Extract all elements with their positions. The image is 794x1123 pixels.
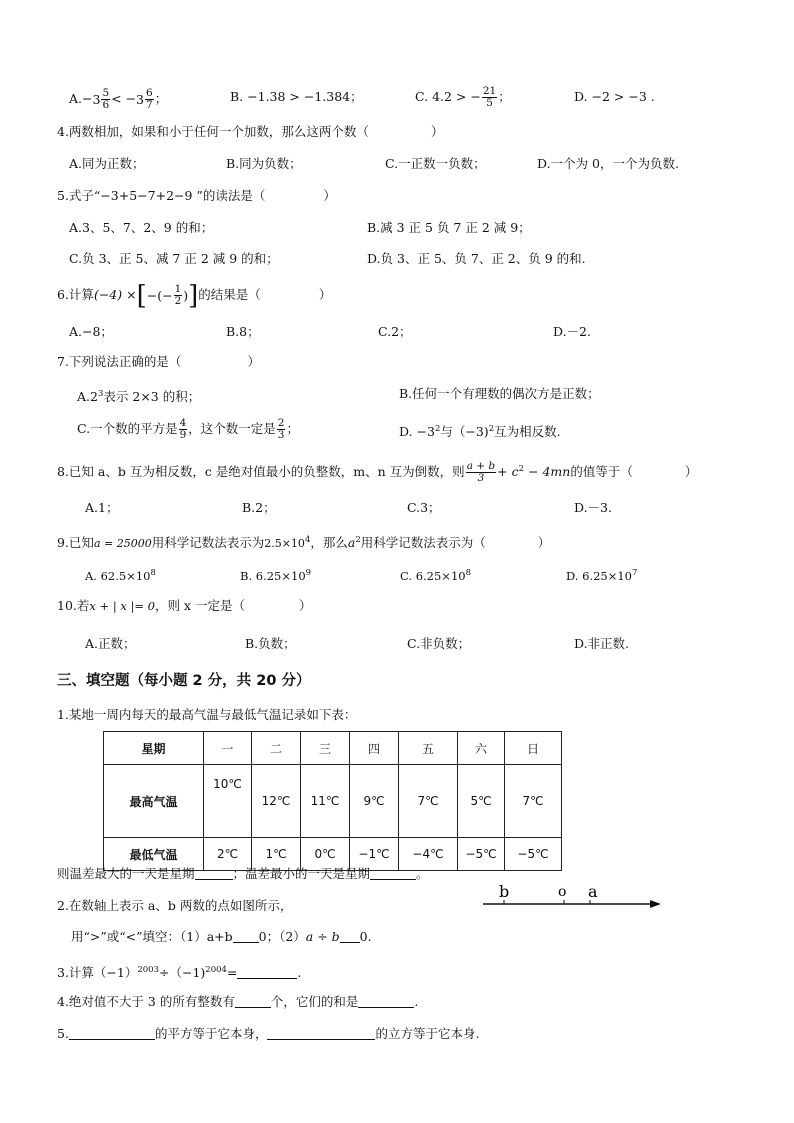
table-cell: 12℃ <box>252 765 301 838</box>
table-cell: 二 <box>252 732 301 765</box>
table-cell: −1℃ <box>350 838 399 871</box>
q8-option-c: C.3； <box>407 500 441 515</box>
q7-option-c: C.一个数的平方是 $\frac{4}{9}$ ，这个数一定是 $\frac{2}{3}$ ； <box>77 417 299 441</box>
answer-blank[interactable] <box>69 1027 155 1040</box>
number-line-arrow-icon <box>650 900 661 908</box>
table-cell: 五 <box>399 732 458 765</box>
q5-option-a: A.3、5、7、2、9 的和； <box>69 220 214 235</box>
label-o: o <box>558 884 567 900</box>
q6-option-d: D.－2. <box>553 324 591 339</box>
q8-option-d: D.－3. <box>574 500 612 515</box>
q5-stem: 5.式子“−3+5−7+2−9 ”的读法是（ ） <box>57 188 336 203</box>
table-cell: 10℃ <box>204 765 252 838</box>
answer-blank[interactable] <box>267 1027 375 1040</box>
table-cell: 9℃ <box>350 765 399 838</box>
q6-option-a: A.−8； <box>69 324 113 339</box>
q7-option-a: $A.2^3$表示 2×3 的积； <box>77 389 201 404</box>
table-cell: 四 <box>350 732 399 765</box>
answer-blank[interactable] <box>233 930 259 943</box>
q6-option-c: C.2； <box>378 324 412 339</box>
label-b: b <box>499 882 510 901</box>
table-cell: −5℃ <box>505 838 562 871</box>
q7-stem: 7.下列说法正确的是（ ） <box>57 354 260 369</box>
q4-option-a: A.同为正数； <box>69 156 145 171</box>
q10-stem: 10.若x + | x |= 0，则 x 一定是（ ） <box>57 598 312 613</box>
q5-option-d: D.负 3、正 5、负 7、正 2、负 9 的和. <box>367 251 586 266</box>
q3-option-b: B. −1.38 > −1.384； <box>230 89 363 104</box>
table-cell: 0℃ <box>301 838 350 871</box>
q9-option-b: B. $6.25\times 10^9$ <box>240 568 312 583</box>
temperature-table <box>103 731 562 871</box>
table-cell: −5℃ <box>458 838 505 871</box>
table-cell: 六 <box>458 732 505 765</box>
q10-option-b: B.负数； <box>245 636 296 651</box>
q5-option-c: C.负 3、正 5、减 7 正 2 减 9 的和； <box>69 251 279 266</box>
q8-option-b: B.2； <box>242 500 276 515</box>
f5-question: 5. 的平方等于它本身， 的立方等于它本身. <box>57 1026 480 1041</box>
f2-stem: 2.在数轴上表示 a、b 两数的点如图所示， <box>57 898 293 913</box>
table-cell: 7℃ <box>505 765 562 838</box>
label-a: a <box>588 882 598 901</box>
q8-option-a: A.1； <box>85 500 119 515</box>
q4-option-b: B.同为负数； <box>226 156 302 171</box>
q4-stem: 4.两数相加，如果和小于任何一个加数，那么这两个数（ ） <box>57 124 444 139</box>
q6-option-b: B.8； <box>226 324 260 339</box>
number-line <box>480 880 670 916</box>
f3-question: 3.计算$(-1)^{2003}\div(-1)^{2004}=$ . <box>57 965 302 980</box>
q3-option-d: D. −2 > −3 . <box>574 89 655 104</box>
q9-option-a: A. $62.5\times 10^8$ <box>85 568 156 583</box>
f1-question: 则温差最大的一天是星期 ；温差最小的一天是星期 。 <box>57 866 429 881</box>
q8-stem: 8.已知 a、b 互为相反数，c 是绝对值最小的负整数，m、n 互为倒数，则 $\frac{a + b}{3}$ + $c^2 - 4mn$的值等于（ ） <box>57 460 698 484</box>
q10-option-c: C.非负数； <box>407 636 471 651</box>
table-cell: 1℃ <box>252 838 301 871</box>
q10-option-a: A.正数； <box>85 636 136 651</box>
q9-option-c: C. $6.25\times 10^8$ <box>400 568 471 583</box>
table-cell: 日 <box>505 732 562 765</box>
table-header-cell: 最高气温 <box>104 765 204 838</box>
table-row-days <box>104 732 562 765</box>
f2-question: 用“>”或“<”填空：（1）a+b 0；（2）a ÷ b 0. <box>71 929 372 944</box>
q4-option-c: C.一正数一负数； <box>385 156 486 171</box>
q7-option-d: D. $-3^2$与（−3)$^2$互为相反数. <box>399 424 561 439</box>
answer-blank[interactable] <box>340 930 360 943</box>
table-row-high <box>104 765 562 838</box>
answer-blank[interactable] <box>370 867 416 880</box>
q9-stem: 9.已知a = 25000用科学记数法表示为$2.5\times 10^4$，那么$a^2$用科学记数法表示为（ ） <box>57 535 551 550</box>
table-cell: 一 <box>204 732 252 765</box>
table-cell: 5℃ <box>458 765 505 838</box>
table-cell: 7℃ <box>399 765 458 838</box>
q4-option-d: D.一个为 0，一个为负数. <box>537 156 679 171</box>
q7-option-b: B.任何一个有理数的偶次方是正数； <box>399 386 600 401</box>
table-cell: 2℃ <box>204 838 252 871</box>
q3-option-c: C. 4.2 > − $\frac{21}{5}$ ； <box>415 85 511 109</box>
answer-blank[interactable] <box>237 966 297 979</box>
q6-stem: 6.计算(−4) × [ −(− $\frac{1}{2}$ ) ] 的结果是（ ） <box>57 280 332 311</box>
answer-blank[interactable] <box>235 995 271 1008</box>
answer-blank[interactable] <box>195 867 233 880</box>
q5-option-b: B.减 3 正 5 负 7 正 2 减 9； <box>367 220 531 235</box>
f4-question: 4.绝对值不大于 3 的所有整数有 个，它们的和是 . <box>57 994 419 1009</box>
table-header-cell: 最低气温 <box>104 838 204 871</box>
answer-blank[interactable] <box>358 995 414 1008</box>
f1-stem: 1.某地一周内每天的最高气温与最低气温记录如下表： <box>57 707 357 722</box>
q9-option-d: D. $6.25\times 10^7$ <box>566 568 638 583</box>
q3-option-a: A.− 3 $\frac{5}{6}$ < − 3 $\frac{6}{7}$ ； <box>69 87 168 111</box>
table-cell: −4℃ <box>399 838 458 871</box>
table-cell: 三 <box>301 732 350 765</box>
table-cell: 11℃ <box>301 765 350 838</box>
table-header-cell: 星期 <box>104 732 204 765</box>
section-title-fill-in: 三、填空题（每小题 2 分，共 20 分） <box>57 673 311 689</box>
q10-option-d: D.非正数. <box>574 636 630 651</box>
